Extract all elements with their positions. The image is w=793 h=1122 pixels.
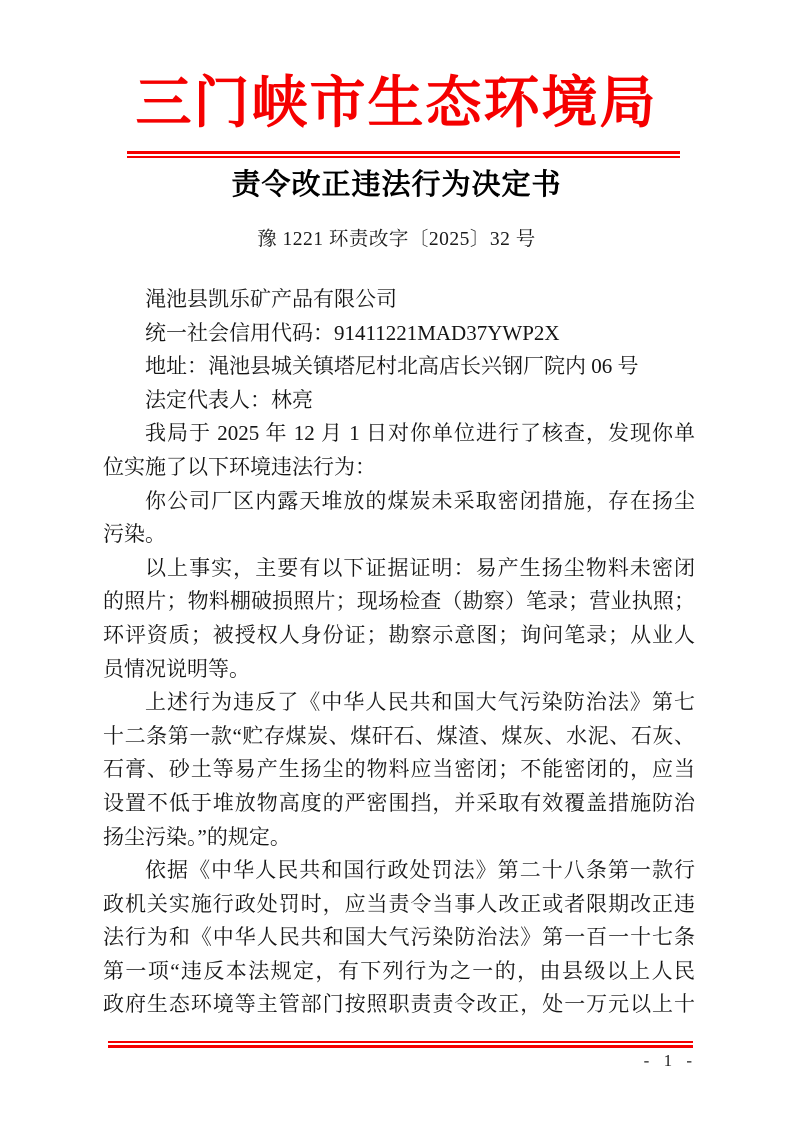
body-line: 以上事实，主要有以下证据证明：易产生扬尘物料未密闭 [145,555,695,580]
body-text [103,283,695,1022]
body-line-credit-code: 统一社会信用代码：91411221MAD37YWP2X [145,320,560,345]
body-line: 员情况说明等。 [103,656,250,681]
body-line: 我局于 2025 年 12 月 1 日对你单位进行了核查，发现你单 [145,421,695,446]
body-line: 政机关实施行政处罚时，应当责令当事人改正或者限期改正违 [103,891,695,916]
body-line-legal-representative: 法定代表人：林亮 [145,387,313,412]
page-number: - 1 - [643,1051,697,1070]
doc-title: 责令改正违法行为决定书 [231,169,562,201]
body-line: 污染。 [103,522,166,547]
body-line: 依据《中华人民共和国行政处罚法》第二十八条第一款行 [145,858,695,883]
body-line: 石膏、砂土等易产生扬尘的物料应当密闭；不能密闭的，应当 [103,757,695,782]
footer-red-separator [108,1041,693,1048]
separator-thin-line [127,156,680,158]
body-line: 位实施了以下环境违法行为： [103,454,376,479]
body-line: 设置不低于堆放物高度的严密围挡，并采取有效覆盖措施防治 [103,790,695,815]
header-red-separator [127,151,680,158]
body-line-address: 地址：渑池县城关镇塔尼村北高店长兴钢厂院内 06 号 [145,354,639,379]
body-line: 十二条第一款“贮存煤炭、煤矸石、煤渣、煤灰、水泥、石灰、 [103,723,695,748]
separator-thick-line [108,1045,693,1048]
body-line: 环评资质；被授权人身份证；勘察示意图；询问笔录；从业人 [103,622,695,647]
doc-number: 豫 1221 环责改字〔2025〕32 号 [257,229,536,250]
body-line: 法行为和《中华人民共和国大气污染防治法》第一百一十七条 [103,925,695,950]
body-line: 政府生态环境等主管部门按照职责责令改正，处一万元以上十 [103,992,695,1017]
body-line: 上述行为违反了《中华人民共和国大气污染防治法》第七 [145,690,695,715]
body-line: 的照片；物料棚破损照片；现场检查（勘察）笔录；营业执照； [103,589,695,614]
body-line: 扬尘污染。”的规定。 [103,824,291,849]
org-name-title: 三门峡市生态环境局 [135,73,658,135]
body-line-company-name: 渑池县凯乐矿产品有限公司 [145,287,397,311]
body-line: 第一项“违反本法规定，有下列行为之一的，由县级以上人民 [103,958,695,983]
body-line: 你公司厂区内露天堆放的煤炭未采取密闭措施，存在扬尘 [145,488,695,513]
